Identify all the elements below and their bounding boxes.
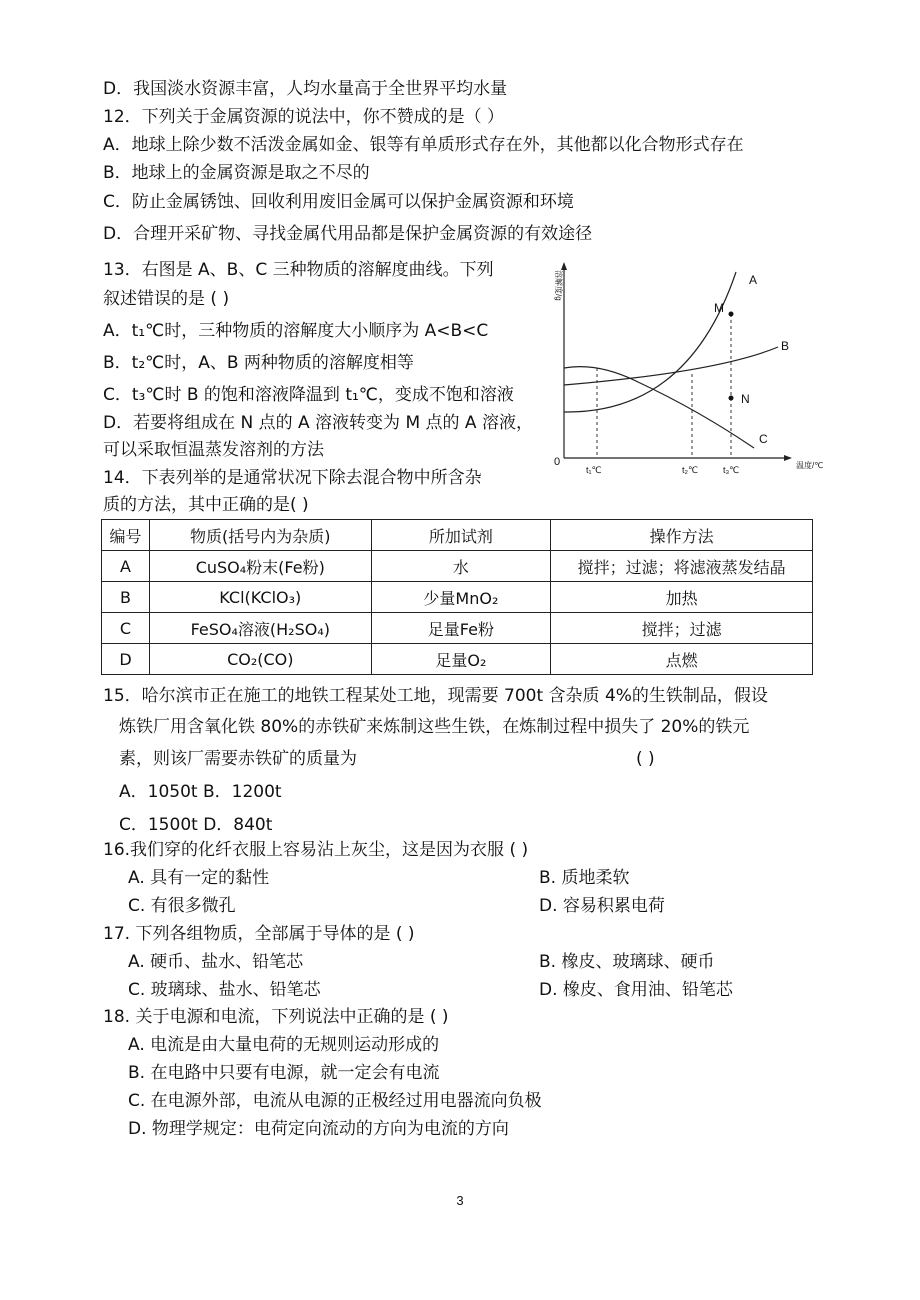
question-15-line1: 15．哈尔滨市正在施工的地铁工程某处工地，现需要 700t 含杂质 4%的生铁制品，假设 xyxy=(103,686,768,706)
question-13-option-b: B．t₂℃时，A、B 两种物质的溶解度相等 xyxy=(103,353,414,373)
question-14-line2: 质的方法，其中正确的是( ) xyxy=(103,495,309,515)
point-m-label: M xyxy=(714,301,724,315)
y-axis-arrow xyxy=(561,262,567,270)
header-method: 操作方法 xyxy=(551,520,813,551)
curve-c-label: C xyxy=(759,432,768,446)
question-18-option-d: D. 物理学规定：电荷定向流动的方向为电流的方向 xyxy=(128,1119,509,1139)
question-18-option-b: B. 在电路中只要有电源，就一定会有电流 xyxy=(128,1063,440,1083)
header-reagent: 所加试剂 xyxy=(371,520,551,551)
header-id: 编号 xyxy=(102,520,150,551)
page-number: 3 xyxy=(456,1193,464,1208)
row-substance: KCl(KClO₃) xyxy=(149,582,371,613)
table-row xyxy=(102,644,813,675)
question-18: 18. 关于电源和电流，下列说法中正确的是 ( ) xyxy=(103,1007,449,1027)
row-reagent: 水 xyxy=(371,551,551,582)
x-axis-label: 温度/℃ xyxy=(796,461,824,470)
question-13-option-a: A．t₁℃时，三种物质的溶解度大小顺序为 A<B<C xyxy=(103,321,489,341)
impurity-table xyxy=(101,519,813,675)
solubility-graph xyxy=(548,262,840,480)
row-method: 加热 xyxy=(551,582,813,613)
row-substance: FeSO₄溶液(H₂SO₄) xyxy=(149,613,371,644)
question-17-option-c: C. 玻璃球、盐水、铅笔芯 xyxy=(128,980,321,1000)
row-method: 搅拌；过滤 xyxy=(551,613,813,644)
row-id: D xyxy=(102,644,150,675)
t3-label: t₃℃ xyxy=(723,465,740,475)
question-17-option-a: A. 硬币、盐水、铅笔芯 xyxy=(128,952,304,972)
question-17-option-b: B. 橡皮、玻璃球、硬币 xyxy=(539,952,715,972)
row-reagent: 足量Fe粉 xyxy=(371,613,551,644)
table-row xyxy=(102,613,813,644)
curve-a-line xyxy=(564,272,736,412)
t2-label: t₂℃ xyxy=(682,465,699,475)
table-row xyxy=(102,582,813,613)
question-13-option-d-line1: D．若要将组成在 N 点的 A 溶液转变为 M 点的 A 溶液， xyxy=(103,413,533,433)
row-id: A xyxy=(102,551,150,582)
question-12-option-b: B．地球上的金属资源是取之不尽的 xyxy=(103,163,370,183)
origin-label: 0 xyxy=(554,456,561,468)
question-16-option-b: B. 质地柔软 xyxy=(539,868,630,888)
curve-b-label: B xyxy=(781,339,790,353)
header-substance: 物质(括号内为杂质) xyxy=(149,520,371,551)
point-n-label: N xyxy=(741,392,750,406)
question-17: 17. 下列各组物质，全部属于导体的是 ( ) xyxy=(103,924,415,944)
question-16-option-c: C. 有很多微孔 xyxy=(128,896,236,916)
question-15-options-cd: C．1500t D．840t xyxy=(119,815,273,835)
question-16-option-a: A. 具有一定的黏性 xyxy=(128,868,270,888)
table-row xyxy=(102,551,813,582)
question-15-answer-paren: ( ) xyxy=(636,749,655,769)
row-substance: CO₂(CO) xyxy=(149,644,371,675)
question-13-line1: 13．右图是 A、B、C 三种物质的溶解度曲线。下列 xyxy=(103,260,494,280)
question-13-line2: 叙述错误的是 ( ) xyxy=(103,289,230,309)
y-axis-label: 溶解度/g xyxy=(554,270,563,301)
question-12-option-d: D．合理开采矿物、寻找金属代用品都是保护金属资源的有效途径 xyxy=(103,224,593,244)
row-reagent: 少量MnO₂ xyxy=(371,582,551,613)
t1-label: t₁℃ xyxy=(586,465,602,475)
point-n-marker xyxy=(729,396,734,401)
curve-b-line xyxy=(564,347,778,385)
row-method: 搅拌；过滤；将滤液蒸发结晶 xyxy=(551,551,813,582)
row-method: 点燃 xyxy=(551,644,813,675)
question-11d: D．我国淡水资源丰富，人均水量高于全世界平均水量 xyxy=(103,79,508,99)
question-12-option-c: C．防止金属锈蚀、回收利用废旧金属可以保护金属资源和环境 xyxy=(103,192,574,212)
question-15-line2: 炼铁厂用含氧化铁 80%的赤铁矿来炼制这些生铁，在炼制过程中损失了 20%的铁元 xyxy=(119,717,750,737)
question-17-option-d: D. 橡皮、食用油、铅笔芯 xyxy=(539,980,733,1000)
curve-a-label: A xyxy=(749,273,758,287)
question-13-option-d-line2: 可以采取恒温蒸发溶剂的方法 xyxy=(103,440,324,460)
question-15-options-ab: A．1050t B．1200t xyxy=(119,782,282,802)
question-12-option-a: A．地球上除少数不活泼金属如金、银等有单质形式存在外，其他都以化合物形式存在 xyxy=(103,135,744,155)
question-18-option-a: A. 电流是由大量电荷的无规则运动形成的 xyxy=(128,1035,440,1055)
x-axis-arrow xyxy=(784,455,792,461)
row-reagent: 足量O₂ xyxy=(371,644,551,675)
row-substance: CuSO₄粉末(Fe粉) xyxy=(149,551,371,582)
question-16-option-d: D. 容易积累电荷 xyxy=(539,896,665,916)
question-13-option-c: C．t₃℃时 B 的饱和溶液降温到 t₁℃，变成不饱和溶液 xyxy=(103,385,514,405)
question-15-line3: 素，则该厂需要赤铁矿的质量为 xyxy=(119,749,357,769)
row-id: B xyxy=(102,582,150,613)
question-18-option-c: C. 在电源外部，电流从电源的正极经过用电器流向负极 xyxy=(128,1091,542,1111)
question-12: 12．下列关于金属资源的说法中，你不赞成的是（ ） xyxy=(103,107,505,127)
question-14-line1: 14．下表列举的是通常状况下除去混合物中所含杂 xyxy=(103,468,482,488)
point-m-marker xyxy=(729,312,734,317)
question-16: 16.我们穿的化纤衣服上容易沾上灰尘，这是因为衣服 ( ) xyxy=(103,840,529,860)
curve-c-line xyxy=(564,367,754,448)
row-id: C xyxy=(102,613,150,644)
table-header-row xyxy=(102,520,813,551)
